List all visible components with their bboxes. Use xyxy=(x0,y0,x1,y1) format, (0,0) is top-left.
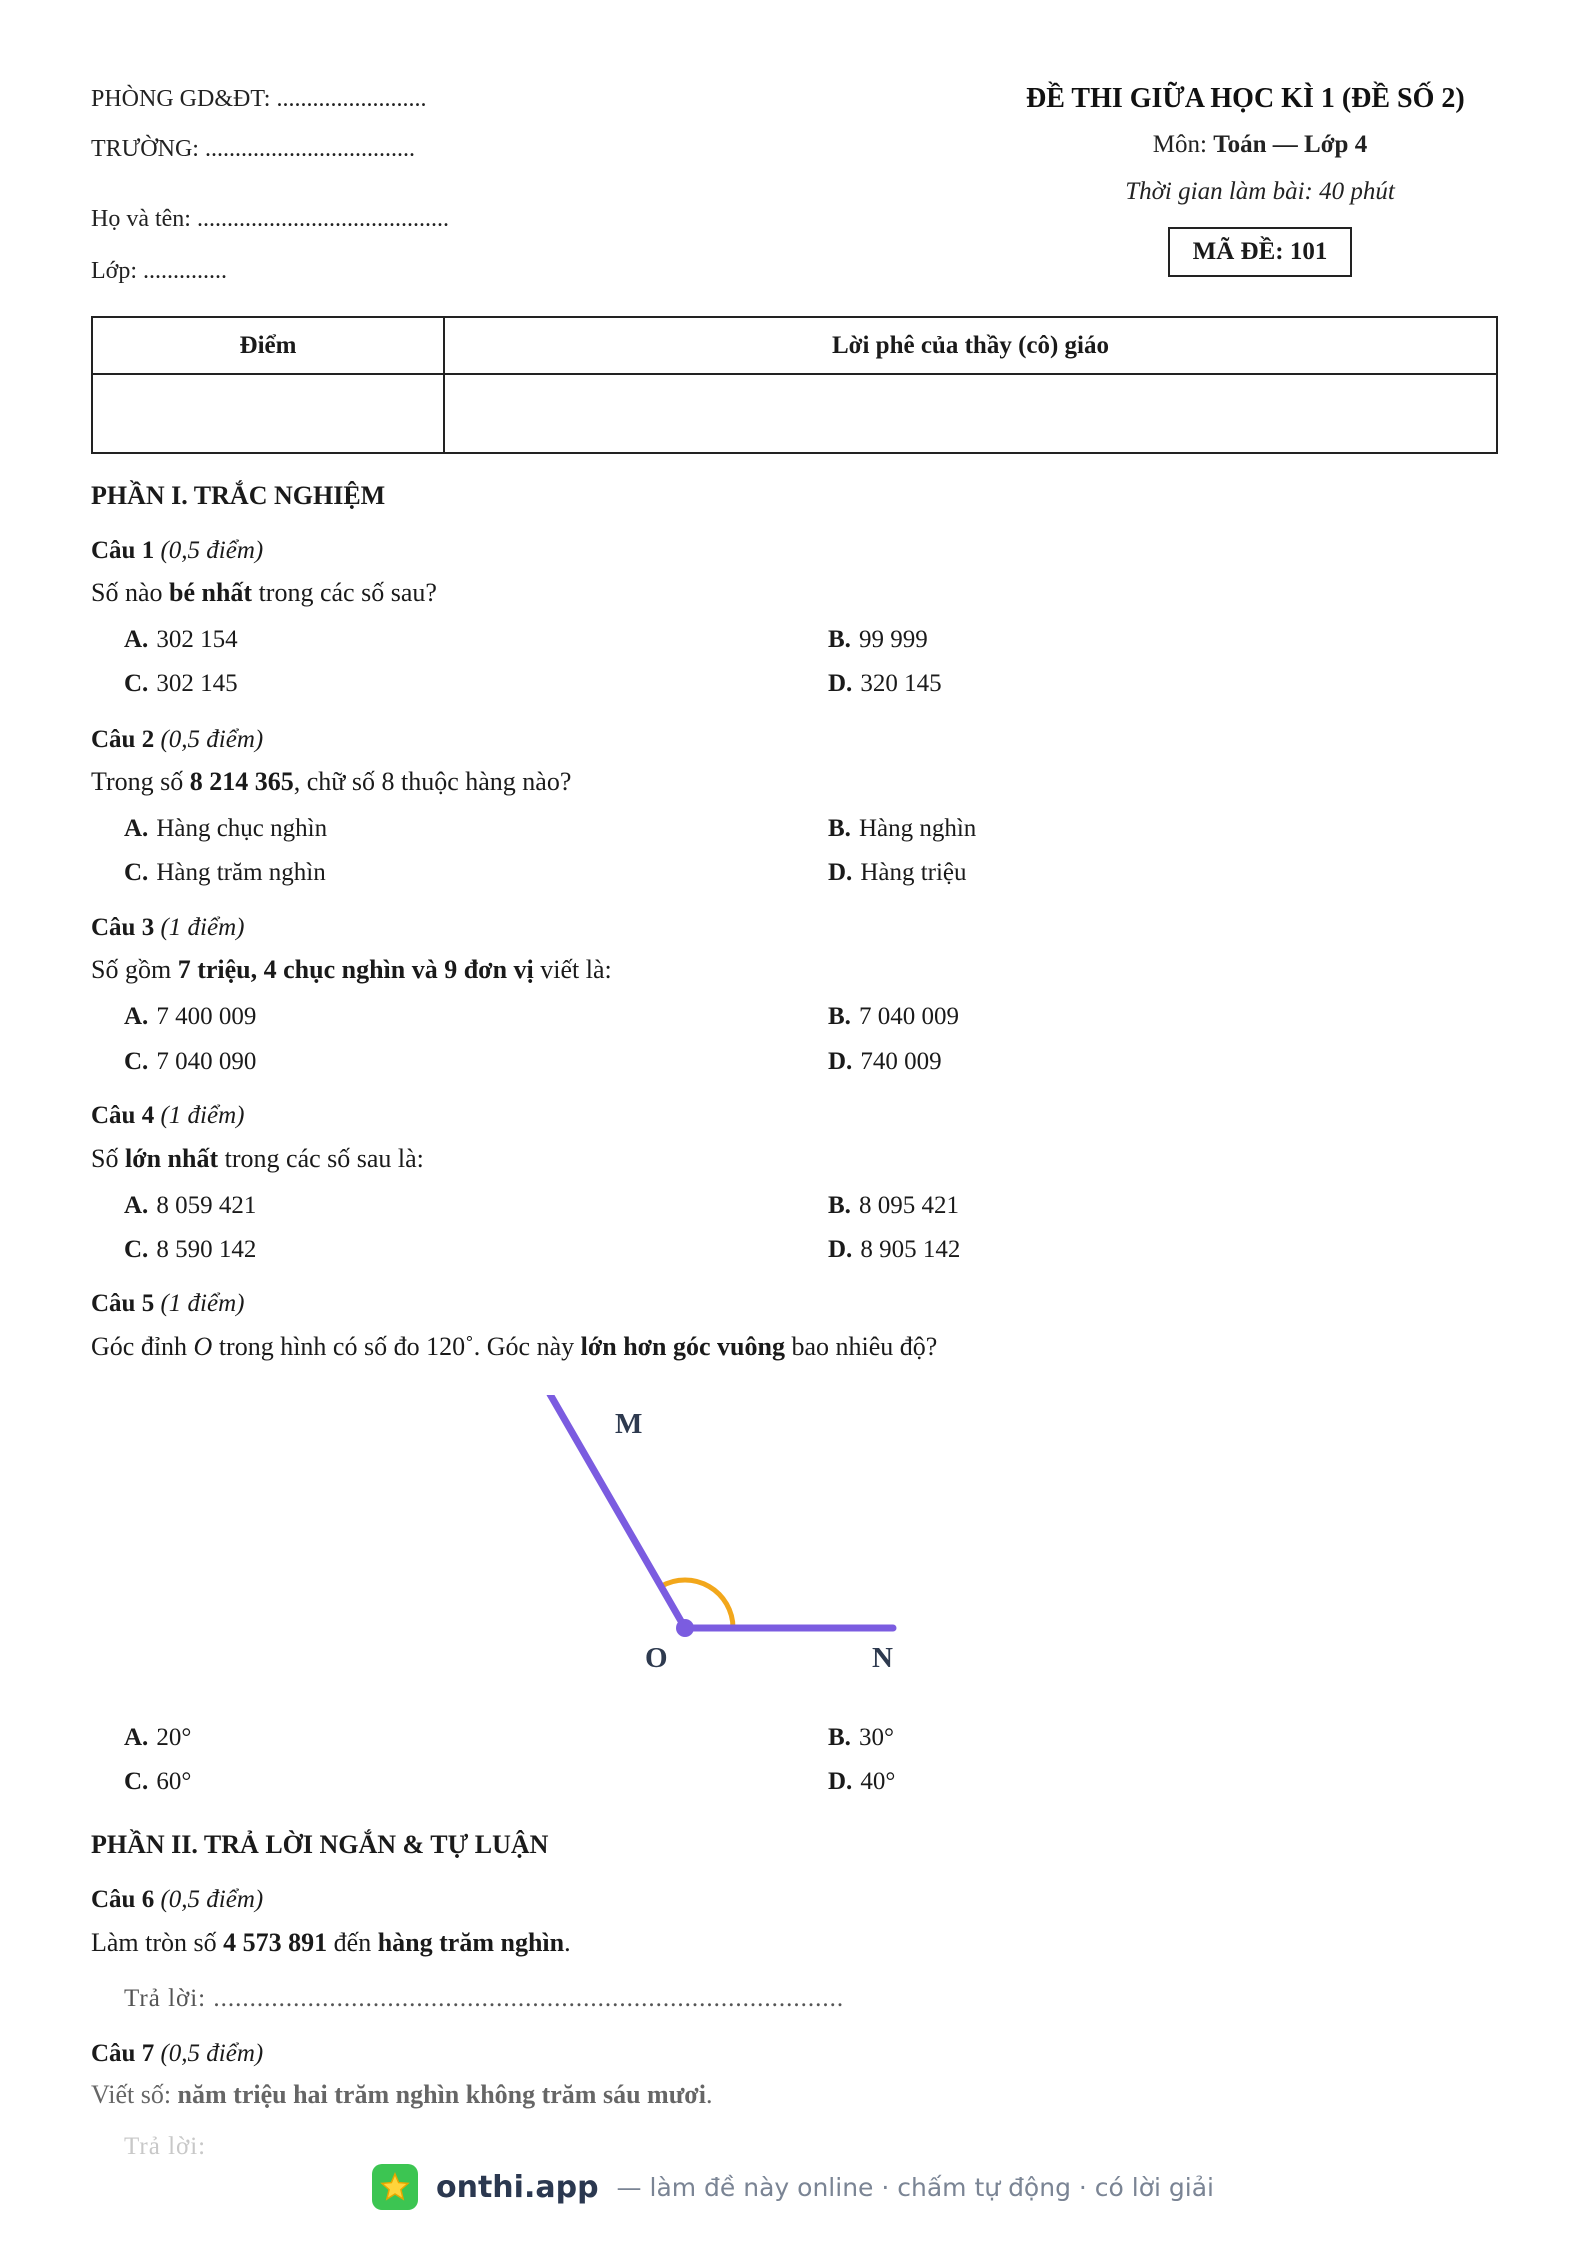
option-letter: A. xyxy=(124,1003,149,1030)
option-letter: D. xyxy=(828,1236,853,1263)
q4-option-b[interactable] xyxy=(828,1192,959,1220)
option-value: 60° xyxy=(156,1768,192,1795)
option-letter: B. xyxy=(828,1003,851,1030)
option-letter: A. xyxy=(124,1192,149,1219)
question-text-part: viết là: xyxy=(533,955,612,984)
option-letter: A. xyxy=(124,815,149,842)
part1-title: PHẦN I. TRẮC NGHIỆM xyxy=(91,481,386,510)
q2-option-c[interactable] xyxy=(124,859,326,887)
option-letter: D. xyxy=(828,859,853,886)
option-letter: B. xyxy=(828,815,851,842)
q4-option-d[interactable] xyxy=(828,1236,960,1264)
question-text-bold: 4 573 891 xyxy=(223,1928,328,1957)
question-6-text xyxy=(91,1928,571,1958)
label-m: M xyxy=(615,1408,643,1440)
question-label: Câu 3 xyxy=(91,914,155,941)
question-7-header xyxy=(91,2040,263,2068)
option-value: 30° xyxy=(858,1724,894,1751)
question-points: (0,5 điểm) xyxy=(160,726,264,753)
option-letter: A. xyxy=(124,626,149,653)
label-n: N xyxy=(872,1642,893,1674)
option-letter: B. xyxy=(828,626,851,653)
question-text-bold: hàng trăm nghìn xyxy=(377,1928,565,1957)
option-value: 7 400 009 xyxy=(156,1003,257,1030)
question-text-part: bao nhiêu độ? xyxy=(784,1332,938,1361)
question-text-bold: năm triệu hai trăm nghìn không trăm sáu mươi xyxy=(177,2080,706,2109)
option-value: 40° xyxy=(860,1768,896,1795)
question-3-text xyxy=(91,955,612,985)
option-letter: C. xyxy=(124,1768,149,1795)
question-points: (0,5 điểm) xyxy=(160,1886,264,1913)
option-value: Hàng nghìn xyxy=(858,815,977,842)
brand-name[interactable]: onthi.app xyxy=(436,2169,599,2205)
option-value: 8 905 142 xyxy=(860,1236,961,1263)
question-text-part: . xyxy=(564,1928,571,1957)
option-value: 8 095 421 xyxy=(858,1192,959,1219)
question-text-part: Số nào xyxy=(91,578,169,607)
question-text-part: trong các số sau? xyxy=(252,578,437,607)
q1-option-c[interactable] xyxy=(124,670,238,698)
option-letter: C. xyxy=(124,1236,149,1263)
option-letter: D. xyxy=(828,1048,853,1075)
option-value: 740 009 xyxy=(860,1048,942,1075)
question-text-part: trong hình có số đo 120˚. Góc này xyxy=(212,1332,581,1361)
class-field: Lớp: .............. xyxy=(91,258,228,284)
question-text-part: Góc đỉnh xyxy=(91,1332,194,1361)
subject-prefix: Môn: xyxy=(1152,131,1214,158)
option-value: 8 590 142 xyxy=(156,1236,257,1263)
option-value: 302 145 xyxy=(156,670,238,697)
option-value: 7 040 009 xyxy=(858,1003,959,1030)
q3-option-d[interactable] xyxy=(828,1048,942,1076)
option-letter: D. xyxy=(828,670,853,697)
grade-column-header: Điểm xyxy=(239,331,297,359)
q2-option-b[interactable] xyxy=(828,815,976,843)
table-divider-horizontal xyxy=(93,373,1496,375)
question-3-header xyxy=(91,914,244,942)
question-5-header xyxy=(91,1290,244,1318)
grade-table xyxy=(91,316,1498,454)
question-6-header xyxy=(91,1886,263,1914)
q5-option-c[interactable] xyxy=(124,1768,191,1796)
question-points: (1 điểm) xyxy=(160,1102,245,1129)
option-value: Hàng trăm nghìn xyxy=(156,859,326,886)
student-name-field: Họ và tên: .......................................... xyxy=(91,206,449,232)
q1-option-a[interactable] xyxy=(124,626,238,654)
option-value: 302 154 xyxy=(156,626,238,653)
option-value: 99 999 xyxy=(858,626,928,653)
brand-tagline: — làm đề này online · chấm tự động · có lời giải xyxy=(616,2172,1214,2202)
q4-option-c[interactable] xyxy=(124,1236,256,1264)
question-text-part: Làm tròn số xyxy=(91,1928,224,1957)
exam-subject xyxy=(1000,131,1520,159)
question-text-part: Số xyxy=(91,1144,125,1173)
vertex-label: O xyxy=(193,1332,213,1361)
question-text-bold: lớn hơn góc vuông xyxy=(580,1332,785,1361)
star-icon xyxy=(380,2172,410,2202)
question-points: (0,5 điểm) xyxy=(160,2040,264,2067)
question-2-header xyxy=(91,726,263,754)
question-points: (1 điểm) xyxy=(160,914,245,941)
question-text-bold: bé nhất xyxy=(169,578,253,607)
q2-option-d[interactable] xyxy=(828,859,967,887)
question-2-text xyxy=(91,767,571,797)
option-value: Hàng chục nghìn xyxy=(156,815,328,842)
question-text-part: Viết số: xyxy=(91,2080,178,2109)
question-text-part: Trong số xyxy=(91,767,190,796)
question-4-header xyxy=(91,1102,244,1130)
vertex-point xyxy=(676,1619,694,1637)
question-5-text xyxy=(91,1332,937,1362)
q5-option-a[interactable] xyxy=(124,1724,191,1752)
q3-option-a[interactable] xyxy=(124,1003,256,1031)
option-value: 7 040 090 xyxy=(156,1048,257,1075)
promo-footer[interactable] xyxy=(0,2152,1586,2222)
comment-column-header: Lời phê của thầy (cô) giáo xyxy=(831,331,1110,359)
q3-option-b[interactable] xyxy=(828,1003,959,1031)
angle-figure xyxy=(540,1395,940,1685)
q6-answer-line[interactable]: Trả lời: ....................................................................................... xyxy=(124,1985,845,2012)
exam-title: ĐỀ THI GIỮA HỌC KÌ 1 (ĐỀ SỐ 2) xyxy=(1026,83,1465,114)
question-label: Câu 7 xyxy=(91,2040,155,2067)
exam-time: Thời gian làm bài: 40 phút xyxy=(1125,178,1395,205)
onthi-logo xyxy=(372,2164,418,2210)
q7-answer-line[interactable]: Trả lời: xyxy=(124,2133,207,2160)
option-letter: D. xyxy=(828,1768,853,1795)
q1-option-d[interactable] xyxy=(828,670,942,698)
subject-name: Toán — Lớp 4 xyxy=(1213,131,1368,158)
question-7-text xyxy=(91,2080,712,2110)
question-label: Câu 4 xyxy=(91,1102,155,1129)
q1-option-b[interactable] xyxy=(828,626,928,654)
question-text-bold: lớn nhất xyxy=(124,1144,219,1173)
option-letter: B. xyxy=(828,1724,851,1751)
option-value: 20° xyxy=(156,1724,192,1751)
question-points: (0,5 điểm) xyxy=(160,537,264,564)
q5-option-b[interactable] xyxy=(828,1724,894,1752)
exam-code: MÃ ĐỀ: 101 xyxy=(1168,227,1352,277)
question-text-part: . xyxy=(705,2080,713,2109)
question-4-text xyxy=(91,1144,424,1174)
question-label: Câu 6 xyxy=(91,1886,155,1913)
question-text-bold: 8 214 365 xyxy=(189,767,294,796)
table-divider-vertical xyxy=(443,318,445,452)
question-text-part: , chữ số 8 thuộc hàng nào? xyxy=(293,767,572,796)
option-value: Hàng triệu xyxy=(860,859,967,886)
q2-option-a[interactable] xyxy=(124,815,327,843)
question-label: Câu 1 xyxy=(91,537,155,564)
label-o: O xyxy=(645,1642,668,1674)
option-value: 8 059 421 xyxy=(156,1192,257,1219)
q3-option-c[interactable] xyxy=(124,1048,256,1076)
question-points: (1 điểm) xyxy=(160,1290,245,1317)
question-1-text xyxy=(91,578,437,608)
option-letter: B. xyxy=(828,1192,851,1219)
school-department-field: PHÒNG GD&ĐT: ......................... xyxy=(91,86,427,112)
option-value: 320 145 xyxy=(860,670,942,697)
q4-option-a[interactable] xyxy=(124,1192,256,1220)
question-text-part: Số gồm xyxy=(91,955,178,984)
question-label: Câu 2 xyxy=(91,726,155,753)
q5-option-d[interactable] xyxy=(828,1768,895,1796)
option-letter: C. xyxy=(124,1048,149,1075)
question-label: Câu 5 xyxy=(91,1290,155,1317)
question-text-bold: 7 triệu, 4 chục nghìn và 9 đơn vị xyxy=(177,955,534,984)
question-text-part: trong các số sau là: xyxy=(218,1144,424,1173)
question-text-part: đến xyxy=(327,1928,378,1957)
option-letter: C. xyxy=(124,859,149,886)
part2-title: PHẦN II. TRẢ LỜI NGẮN & TỰ LUẬN xyxy=(91,1830,549,1859)
option-letter: A. xyxy=(124,1724,149,1751)
question-1-header xyxy=(91,537,263,565)
school-name-field: TRƯỜNG: ................................... xyxy=(91,136,415,162)
option-letter: C. xyxy=(124,670,149,697)
